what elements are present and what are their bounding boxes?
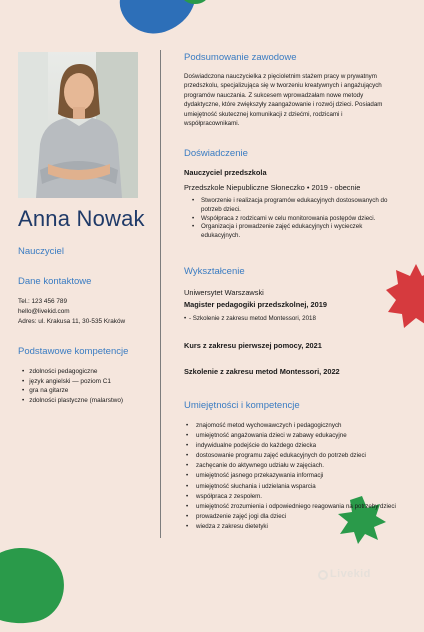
contact-heading: Dane kontaktowe [18, 276, 92, 287]
list-item: • język angielski — poziom C1 [22, 377, 123, 387]
contact-details [18, 297, 125, 327]
column-divider [160, 50, 161, 538]
experience-list [192, 197, 402, 241]
core-skills-list [22, 367, 123, 405]
list-item: • zdolności plastyczne (malarstwo) [22, 396, 123, 406]
list-item: • Stworzenie i realizacja programów edukacyjnych dostosowanych do potrzeb dzieci. [192, 197, 402, 215]
phone-text: Tel.: 123 456 789 [18, 298, 68, 305]
profile-photo [18, 52, 138, 198]
person-name: Anna Nowak [18, 206, 145, 231]
education-course: Kurs z zakresu pierwszej pomocy, 2021 [184, 341, 322, 350]
education-course: Szkolenie z zakresu metod Montessori, 2022 [184, 367, 340, 376]
list-item: • wiedza z zakresu dietetyki [186, 522, 400, 532]
list-item: • umiejętność zrozumienia i odpowiedniego reagowania na potrzeby dzieci [186, 502, 400, 512]
skills-list [186, 421, 400, 532]
experience-company: Przedszkole Niepubliczne Słoneczko • 2019 - obecnie [184, 183, 361, 192]
summary-heading: Podsumowanie zawodowe [184, 52, 297, 63]
list-item: • znajomość metod wychowawczych i pedagogicznych [186, 421, 400, 431]
list-item: • indywidualne podejście do każdego dziecka [186, 441, 400, 451]
list-item: • Współpraca z rodzicami w celu monitorowania postępów dzieci. [192, 215, 402, 224]
list-item: • zachęcanie do aktywnego udziału w zajęciach. [186, 461, 400, 471]
decorative-red-star [386, 262, 424, 332]
education-university: Uniwersytet Warszawski [184, 288, 264, 297]
list-item: • umiejętność słuchania i udzielania wsparcia [186, 482, 400, 492]
education-heading: Wykształcenie [184, 266, 245, 277]
list-item: • umiejętność angażowania dzieci w zabawy edukacyjne [186, 431, 400, 441]
skills-heading: Umiejętności i kompetencje [184, 400, 300, 411]
email-text: hello@livekid.com [18, 308, 70, 315]
core-skills-heading: Podstawowe kompetencje [18, 346, 129, 357]
list-item: • umiejętność jasnego przekazywania informacji [186, 471, 400, 481]
list-item: • gra na gitarze [22, 386, 123, 396]
list-item: • prowadzenie zajęć jogi dla dzieci [186, 512, 400, 522]
list-item: • współpraca z zespołem. [186, 492, 400, 502]
experience-position: Nauczyciel przedszkola [184, 168, 267, 177]
list-item: • Organizacja i prowadzenie zajęć edukacyjnych i wycieczek edukacyjnych. [192, 223, 402, 241]
job-title: Nauczyciel [18, 246, 64, 257]
decorative-blue-blob [112, 0, 205, 43]
summary-text: Doświadczona nauczycielka z pięcioletnim stażem pracy w prywatnym przedszkolu, specjalizująca się w tworzeniu kreatywnych i angażujących programów nauczania. Z sukcesem wprowadzałam nowe metody dydaktyczne, które zwiększyły zaangażowanie i rozwój dzieci. Posiadam umiejętność skutecznej komunikacji z dziećmi, rodzicami i współpracownikami. [184, 73, 383, 128]
watermark-icon [318, 570, 328, 580]
education-degree: Magister pedagogiki przedszkolnej, 2019 [184, 300, 327, 309]
education-sub-item: - Szkolenie z zakresu metod Montessori, 2018 [189, 315, 316, 322]
list-item: • zdolności pedagogiczne [22, 367, 123, 377]
watermark: Livekid [330, 568, 371, 580]
bullet-icon: • [184, 315, 187, 322]
experience-heading: Doświadczenie [184, 148, 248, 159]
decorative-green-blob [0, 540, 71, 632]
address-text: Adres: ul. Krakusa 11, 30-535 Kraków [18, 318, 126, 325]
list-item: • dostosowanie programu zajęć edukacyjnych do potrzeb dzieci [186, 451, 400, 461]
person-illustration [18, 52, 138, 198]
